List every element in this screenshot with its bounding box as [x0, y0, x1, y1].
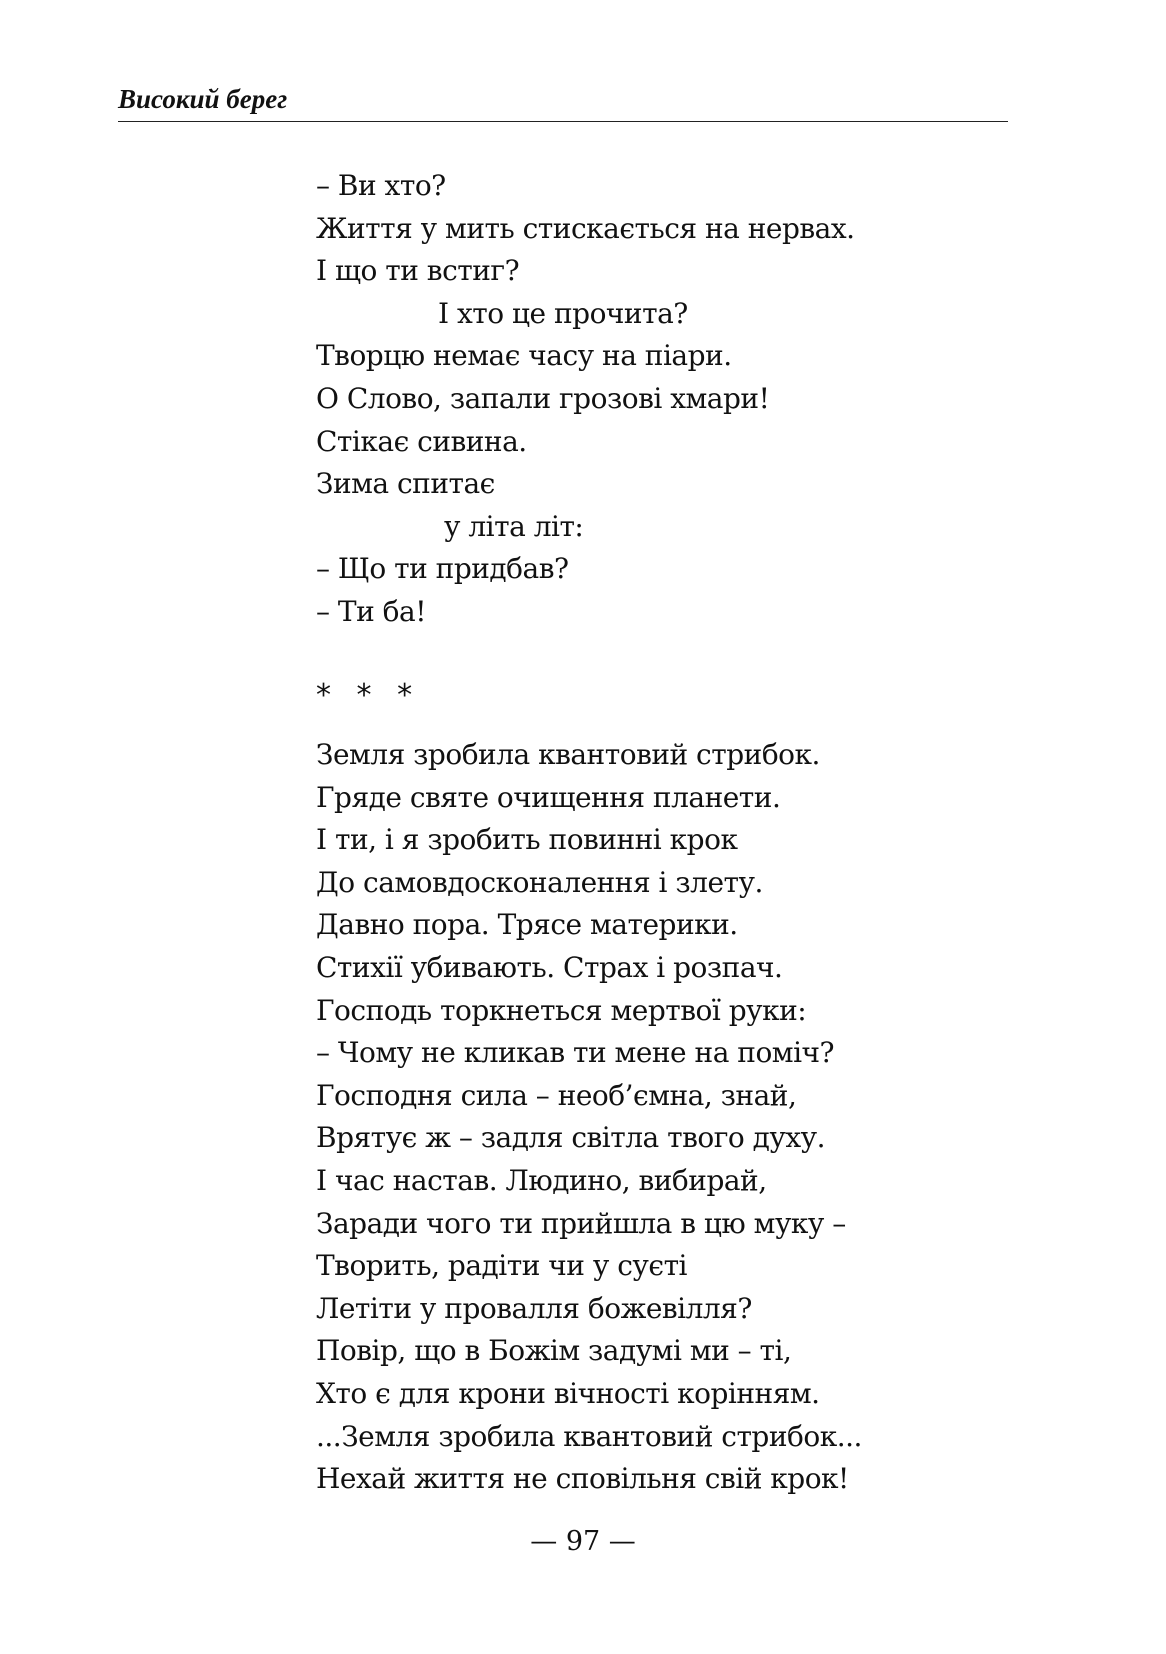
- poem-line: Творить, радіти чи у суєті: [316, 1249, 688, 1283]
- poem-line: Земля зробила квантовий стрибок.: [316, 738, 820, 771]
- poem-line: Врятує ж – задля світла твого духу.: [316, 1121, 826, 1155]
- poem-line: І ти, і я зробить повинні крок: [316, 823, 738, 857]
- header-divider: [118, 121, 1008, 122]
- poem-line: Господь торкнеться мертвої руки:: [316, 993, 807, 1027]
- poem-line: – Що ти придбав?: [316, 552, 569, 586]
- poem-line: О Слово, запали грозові хмари!: [316, 381, 770, 415]
- poem-2: [316, 734, 862, 1501]
- poem-line: ...Земля зробила квантовий стрибок...: [316, 1419, 862, 1453]
- section-separator: * * *: [316, 678, 421, 713]
- page-number: — 97 —: [530, 1526, 636, 1557]
- poem-line: Господня сила – необ’ємна, знай,: [316, 1078, 797, 1112]
- poem-line: Давно пора. Трясе материки.: [316, 908, 738, 942]
- poem-line: Зима спитає: [316, 467, 495, 501]
- poem-line: Заради чого ти прийшла в цю муку –: [316, 1206, 846, 1240]
- poem-line: Життя у мить стискається на нервах.: [316, 211, 855, 245]
- poem-line: – Ви хто?: [316, 169, 446, 202]
- poem-line: Хто є для крони вічності корінням.: [316, 1376, 820, 1410]
- poem-line-indented: І хто це прочита?: [438, 296, 688, 330]
- poem-line: Гряде святе очищення планети.: [316, 780, 781, 814]
- poem-line: Стікає сивина.: [316, 424, 527, 458]
- poem-line: До самовдосконалення і злету.: [316, 865, 763, 899]
- poem-line: – Ти ба!: [316, 594, 426, 628]
- poem-line: Стихії убивають. Страх і розпач.: [316, 950, 783, 984]
- poem-line: Повір, що в Божім задумі ми – ті,: [316, 1334, 792, 1368]
- running-head-title: Високий берег: [118, 84, 288, 114]
- poem-line: І час настав. Людино, вибирай,: [316, 1163, 767, 1197]
- poem-line: Нехай життя не сповільня свій крок!: [316, 1462, 849, 1496]
- poem-1: [316, 165, 855, 634]
- poem-line: Творцю немає часу на піари.: [316, 339, 732, 373]
- poem-line: – Чому не кликав ти мене на поміч?: [316, 1036, 835, 1070]
- poem-line: Летіти у провалля божевілля?: [316, 1291, 752, 1325]
- poem-line: І що ти встиг?: [316, 254, 520, 288]
- poem-line-indented: у літа літ:: [444, 509, 584, 543]
